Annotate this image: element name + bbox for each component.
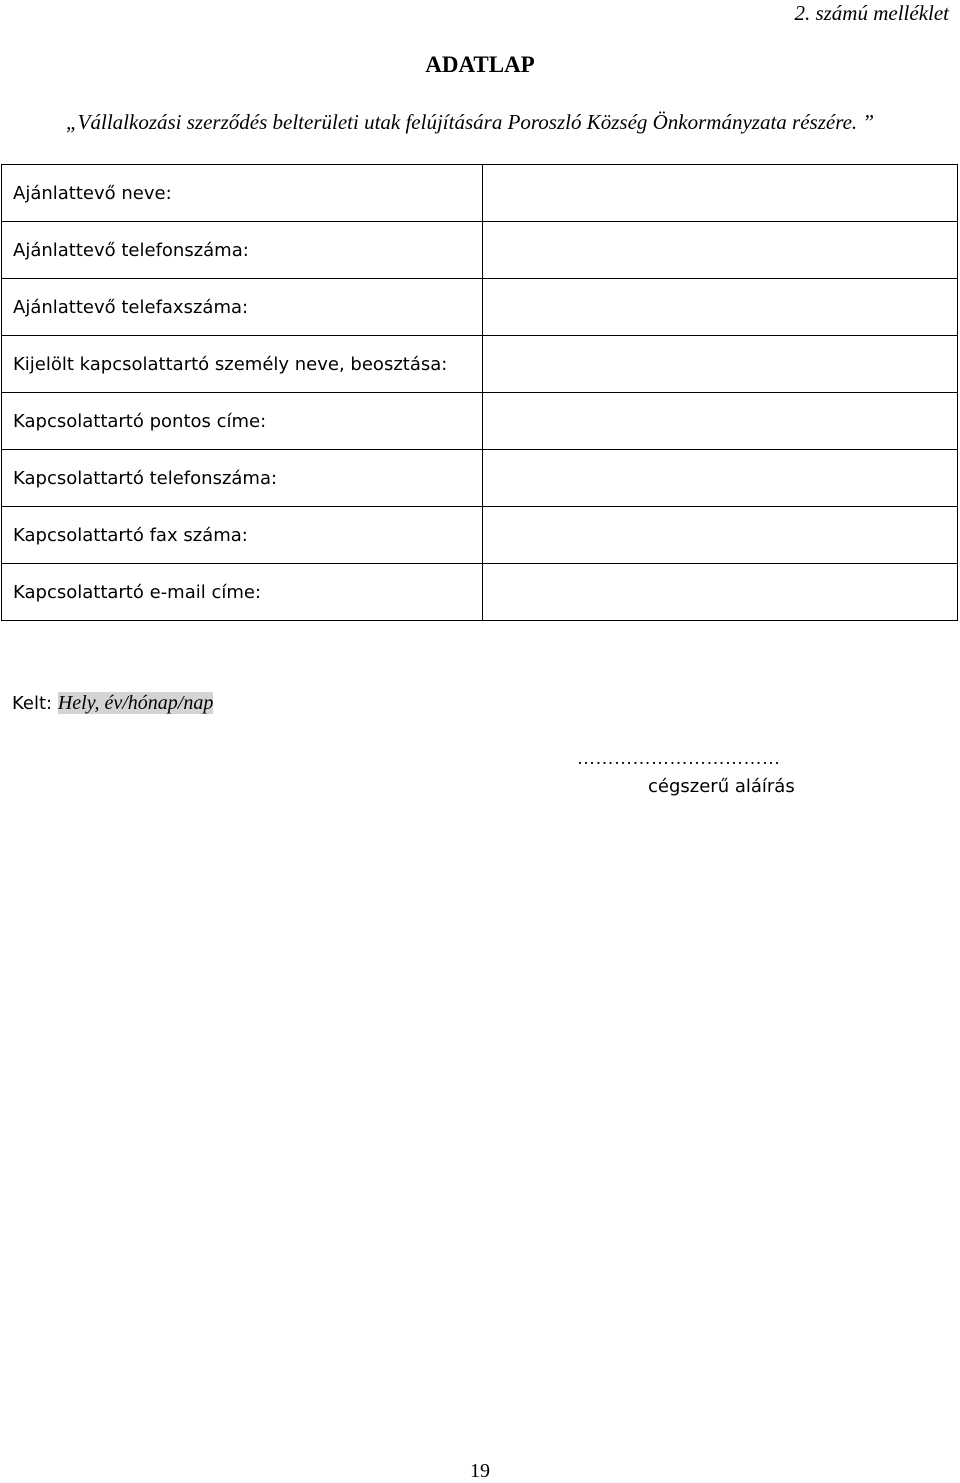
bidder-name-field[interactable] — [483, 165, 958, 222]
row-label-contact-name: Kijelölt kapcsolattartó személy neve, beosztása: — [2, 336, 483, 393]
signature-line: …………………………… — [577, 748, 781, 768]
data-sheet-table — [1, 164, 958, 621]
contact-name-field[interactable] — [483, 336, 958, 393]
row-label-contact-address: Kapcsolattartó pontos címe: — [2, 393, 483, 450]
contact-email-field[interactable] — [483, 564, 958, 621]
table-row — [2, 507, 958, 564]
table-row — [2, 393, 958, 450]
contact-phone-field[interactable] — [483, 450, 958, 507]
date-label: Kelt: — [12, 693, 53, 714]
table-row — [2, 336, 958, 393]
signature-label: cégszerű aláírás — [648, 776, 795, 797]
date-placeholder-field[interactable]: Hely, év/hónap/nap — [57, 692, 214, 714]
bidder-phone-field[interactable] — [483, 222, 958, 279]
table-row — [2, 165, 958, 222]
table-row — [2, 564, 958, 621]
row-label-contact-fax: Kapcsolattartó fax száma: — [2, 507, 483, 564]
row-label-contact-phone: Kapcsolattartó telefonszáma: — [2, 450, 483, 507]
row-label-bidder-fax: Ajánlattevő telefaxszáma: — [2, 279, 483, 336]
bidder-fax-field[interactable] — [483, 279, 958, 336]
contact-address-field[interactable] — [483, 393, 958, 450]
table-row — [2, 222, 958, 279]
page-title: ADATLAP — [425, 52, 535, 77]
row-label-bidder-name: Ajánlattevő neve: — [2, 165, 483, 222]
row-label-contact-email: Kapcsolattartó e-mail címe: — [2, 564, 483, 621]
row-label-bidder-phone: Ajánlattevő telefonszáma: — [2, 222, 483, 279]
table-row — [2, 450, 958, 507]
page-number: 19 — [470, 1460, 490, 1482]
contact-fax-field[interactable] — [483, 507, 958, 564]
page-subtitle: „Vállalkozási szerződés belterületi utak felújítására Poroszló Község Önkormányzata részére. ” — [66, 110, 875, 134]
date-line — [12, 692, 213, 715]
table-row — [2, 279, 958, 336]
appendix-label: 2. számú melléklet — [794, 1, 949, 25]
